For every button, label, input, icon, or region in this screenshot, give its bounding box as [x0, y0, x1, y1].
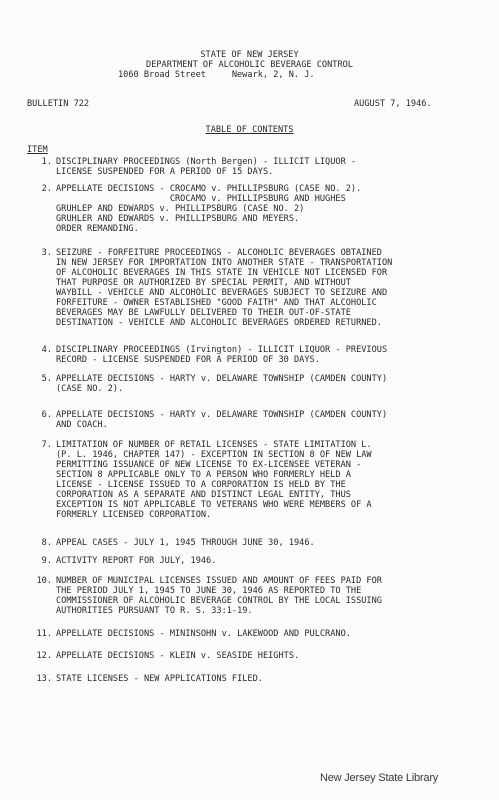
toc-entry-line: GRUHLEP AND EDWARDS v. PHILLIPSBURG (CASE NO. 2) — [56, 204, 305, 214]
toc-entry-line: LIMITATION OF NUMBER OF RETAIL LICENSES - STATE LIMITATION L. — [56, 440, 372, 450]
toc-entry-line: (P. L. 1946, CHAPTER 147) - EXCEPTION IN SECTION 8 OF NEW LAW — [56, 450, 372, 460]
toc-entry-line: RECORD - LICENSE SUSPENDED FOR A PERIOD OF 30 DAYS. — [56, 355, 320, 365]
toc-entry-text — [56, 576, 382, 616]
toc-entry-number: 6. — [41, 410, 52, 420]
toc-entry-line: LICENSE - LICENSE ISSUED TO A CORPORATION IS HELD BY THE — [56, 480, 346, 490]
bulletin-date: AUGUST 7, 1946. — [354, 99, 432, 109]
toc-title-text: TABLE OF CONTENTS — [205, 125, 294, 135]
header-address: 1060 Broad Street Newark, 2, N. J. — [118, 70, 315, 80]
toc-entry-number: 10. — [36, 576, 52, 586]
header-department: DEPARTMENT OF ALCOHOLIC BEVERAGE CONTROL — [146, 60, 353, 70]
toc-entry-text — [56, 345, 387, 365]
toc-entry-line: NUMBER OF MUNICIPAL LICENSES ISSUED AND AMOUNT OF FEES PAID FOR — [56, 576, 382, 586]
toc-entry-line: FORFEITURE - OWNER ESTABLISHED "GOOD FAITH" AND THAT ALCOHOLIC — [56, 298, 377, 308]
toc-entry-text — [56, 674, 263, 684]
toc-entry-line: DESTINATION - VEHICLE AND ALCOHOLIC BEVERAGES ORDERED RETURNED. — [56, 318, 382, 328]
toc-entry-line: ACTIVITY REPORT FOR JULY, 1946. — [56, 556, 217, 566]
toc-entry-line: ORDER REMANDING. — [56, 224, 139, 234]
toc-entry-number: 4. — [41, 345, 52, 355]
toc-entry-line: COMMISSIONER OF ALCOHOLIC BEVERAGE CONTROL BY THE LOCAL ISSUING — [56, 596, 382, 606]
toc-entry-line: IN NEW JERSEY FOR IMPORTATION INTO ANOTHER STATE - TRANSPORTATION — [56, 258, 393, 268]
toc-entry-text — [56, 538, 315, 548]
toc-entry-line: AND COACH. — [56, 420, 108, 430]
toc-entry-line: SECTION 8 APPLICABLE ONLY TO A PERSON WHO FORMERLY HELD A — [56, 470, 351, 480]
toc-entry-number: 3. — [41, 248, 52, 258]
toc-entry-line: BEVERAGES MAY BE LAWFULLY DELIVERED TO THEIR OUT-OF-STATE — [56, 308, 351, 318]
library-watermark: New Jersey State Library — [320, 772, 439, 784]
bulletin-number: BULLETIN 722 — [27, 99, 90, 109]
toc-entry-line: CROCAMO v. PHILLIPSBURG AND HUGHES — [56, 194, 346, 204]
toc-entry-line: SEIZURE - FORFEITURE PROCEEDINGS - ALCOHOLIC BEVERAGES OBTAINED — [56, 248, 382, 258]
toc-entry-text — [56, 629, 351, 639]
toc-entry-line: THAT PURPOSE OR AUTHORIZED BY SPECIAL PERMIT, AND WITHOUT — [56, 278, 351, 288]
toc-entry-line: APPELLATE DECISIONS - KLEIN v. SEASIDE HEIGHTS. — [56, 651, 300, 661]
toc-entry-number: 8. — [41, 538, 52, 548]
toc-entry-number: 1. — [41, 157, 52, 167]
toc-entry-number: 12. — [36, 651, 52, 661]
header-state: STATE OF NEW JERSEY — [200, 50, 299, 60]
toc-entry-line: OF ALCOHOLIC BEVERAGES IN THIS STATE IN VEHICLE NOT LICENSED FOR — [56, 268, 388, 278]
toc-entry-text — [56, 556, 216, 566]
toc-entry-text — [56, 651, 299, 661]
toc-entry-text — [56, 440, 372, 520]
toc-entry-line: LICENSE SUSPENDED FOR A PERIOD OF 15 DAYS. — [56, 167, 274, 177]
toc-entry-line: APPELLATE DECISIONS - HARTY v. DELAWARE TOWNSHIP (CAMDEN COUNTY) — [56, 374, 388, 384]
toc-entry-line: APPELLATE DECISIONS - CROCAMO v. PHILLIPSBURG (CASE NO. 2). — [56, 184, 362, 194]
toc-entry-line: FORMERLY LICENSED CORPORATION. — [56, 510, 212, 520]
item-column-header: ITEM — [27, 145, 48, 155]
toc-entry-number: 13. — [36, 674, 52, 684]
toc-entry-text — [56, 410, 387, 430]
toc-entry-line: DISCIPLINARY PROCEEDINGS (North Bergen) - ILLICIT LIQUOR - — [56, 157, 357, 167]
toc-entry-line: AUTHORITIES PURSUANT TO R. S. 33:1-19. — [56, 606, 253, 616]
toc-entry-line: STATE LICENSES - NEW APPLICATIONS FILED. — [56, 674, 263, 684]
toc-entry-line: APPEAL CASES - JULY 1, 1945 THROUGH JUNE 30, 1946. — [56, 538, 315, 548]
toc-entry-line: EXCEPTION IS NOT APPLICABLE TO VETERANS WHO WERE MEMBERS OF A — [56, 500, 372, 510]
toc-entry-line: THE PERIOD JULY 1, 1945 TO JUNE 30, 1946 AS REPORTED TO THE — [56, 586, 362, 596]
toc-entry-text — [56, 157, 356, 177]
toc-entry-line: GRUHLER AND EDWARDS v. PHILLIPSBURG AND MEYERS. — [56, 214, 300, 224]
toc-entry-number: 9. — [41, 556, 52, 566]
toc-entry-number: 11. — [36, 629, 52, 639]
toc-entry-line: DISCIPLINARY PROCEEDINGS (Irvington) - ILLICIT LIQUOR - PREVIOUS — [56, 345, 388, 355]
toc-entry-line: CORPORATION AS A SEPARATE AND DISTINCT LEGAL ENTITY, THUS — [56, 490, 351, 500]
toc-entry-text — [56, 248, 392, 328]
toc-entry-number: 5. — [41, 374, 52, 384]
toc-entry-number: 7. — [41, 440, 52, 450]
toc-entry-line: WAYBILL - VEHICLE AND ALCOHOLIC BEVERAGES SUBJECT TO SEIZURE AND — [56, 288, 388, 298]
toc-entry-number: 2. — [41, 184, 52, 194]
toc-entry-line: APPELLATE DECISIONS - MININSOHN v. LAKEWOOD AND PULCRANO. — [56, 629, 351, 639]
toc-entry-line: (CASE NO. 2). — [56, 384, 124, 394]
toc-entry-text — [56, 184, 361, 234]
toc-entry-text — [56, 374, 387, 394]
toc-entry-line: PERMITTING ISSUANCE OF NEW LICENSE TO EX-LICENSEE VETERAN - — [56, 460, 362, 470]
toc-entry-line: APPELLATE DECISIONS - HARTY v. DELAWARE TOWNSHIP (CAMDEN COUNTY) — [56, 410, 388, 420]
toc-title — [0, 125, 499, 135]
